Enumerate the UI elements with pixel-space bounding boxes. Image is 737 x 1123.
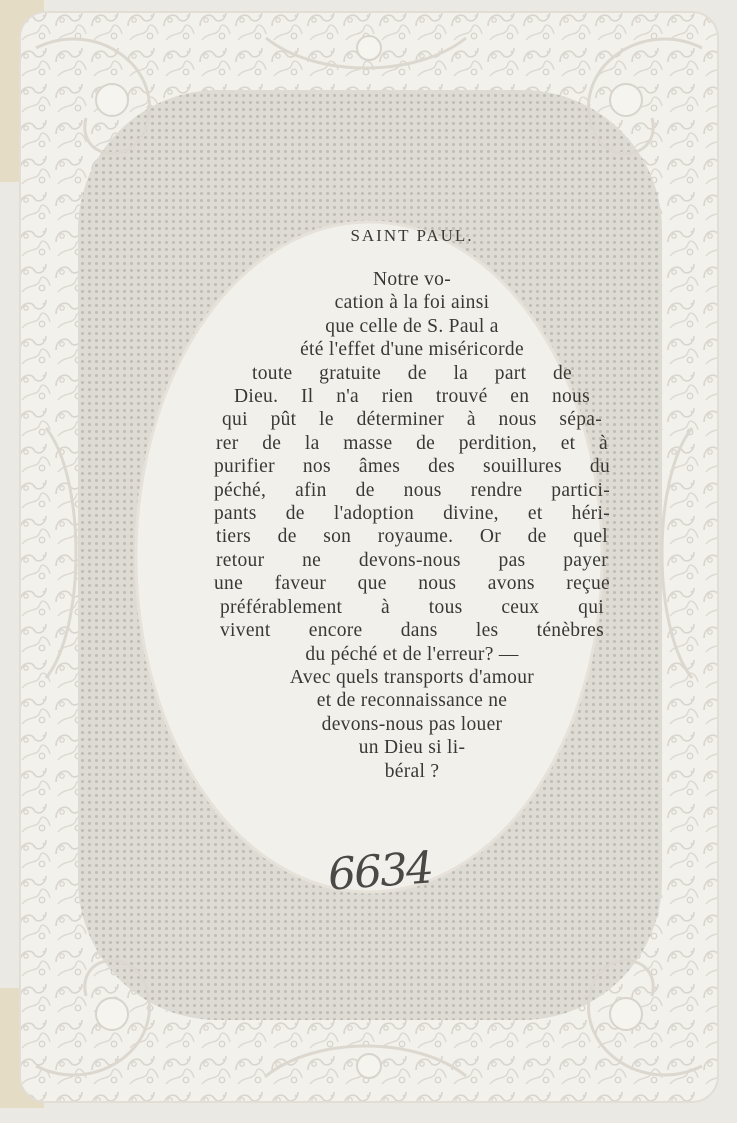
text-line: et de reconnaissance ne (316, 690, 508, 712)
text-line: purifier nos âmes des souillures du (214, 456, 610, 478)
text-line: péché, afin de nous rendre partici- (214, 479, 610, 501)
text-line: béral ? (384, 760, 440, 782)
text-line: vivent encore dans les ténèbres (220, 620, 604, 642)
text-line: Dieu. Il n'a rien trouvé en nous (234, 386, 590, 408)
text-line: préférablement à tous ceux qui (220, 596, 604, 618)
text-line: cation à la foi ainsi (334, 292, 490, 314)
text-line: tiers de son royaume. Or de quel (216, 526, 608, 548)
text-line: pants de l'adoption divine, et héri- (214, 503, 610, 525)
text-line: Avec quels transports d'amour (289, 666, 535, 688)
card-text (212, 226, 612, 783)
text-line: été l'effet d'une miséricorde (300, 339, 524, 361)
text-line: une faveur que nous avons reçue (214, 573, 610, 595)
text-line: un Dieu si li- (358, 737, 466, 759)
card-title: SAINT PAUL. (350, 226, 474, 245)
text-line: rer de la masse de perdition, et à (216, 432, 608, 454)
lace-card (16, 8, 722, 1106)
text-line: du péché et de l'erreur? — (305, 643, 519, 665)
text-line: toute gratuite de la part de (252, 362, 572, 384)
handwritten-inventory-number: 6634 (326, 842, 434, 901)
text-line: que celle de S. Paul a (325, 315, 499, 337)
text-line: retour ne devons-nous pas payer (216, 549, 608, 571)
text-line: qui pût le déterminer à nous sépa- (222, 409, 602, 431)
text-line: devons-nous pas louer (321, 713, 503, 735)
text-line: Notre vo- (373, 269, 451, 290)
